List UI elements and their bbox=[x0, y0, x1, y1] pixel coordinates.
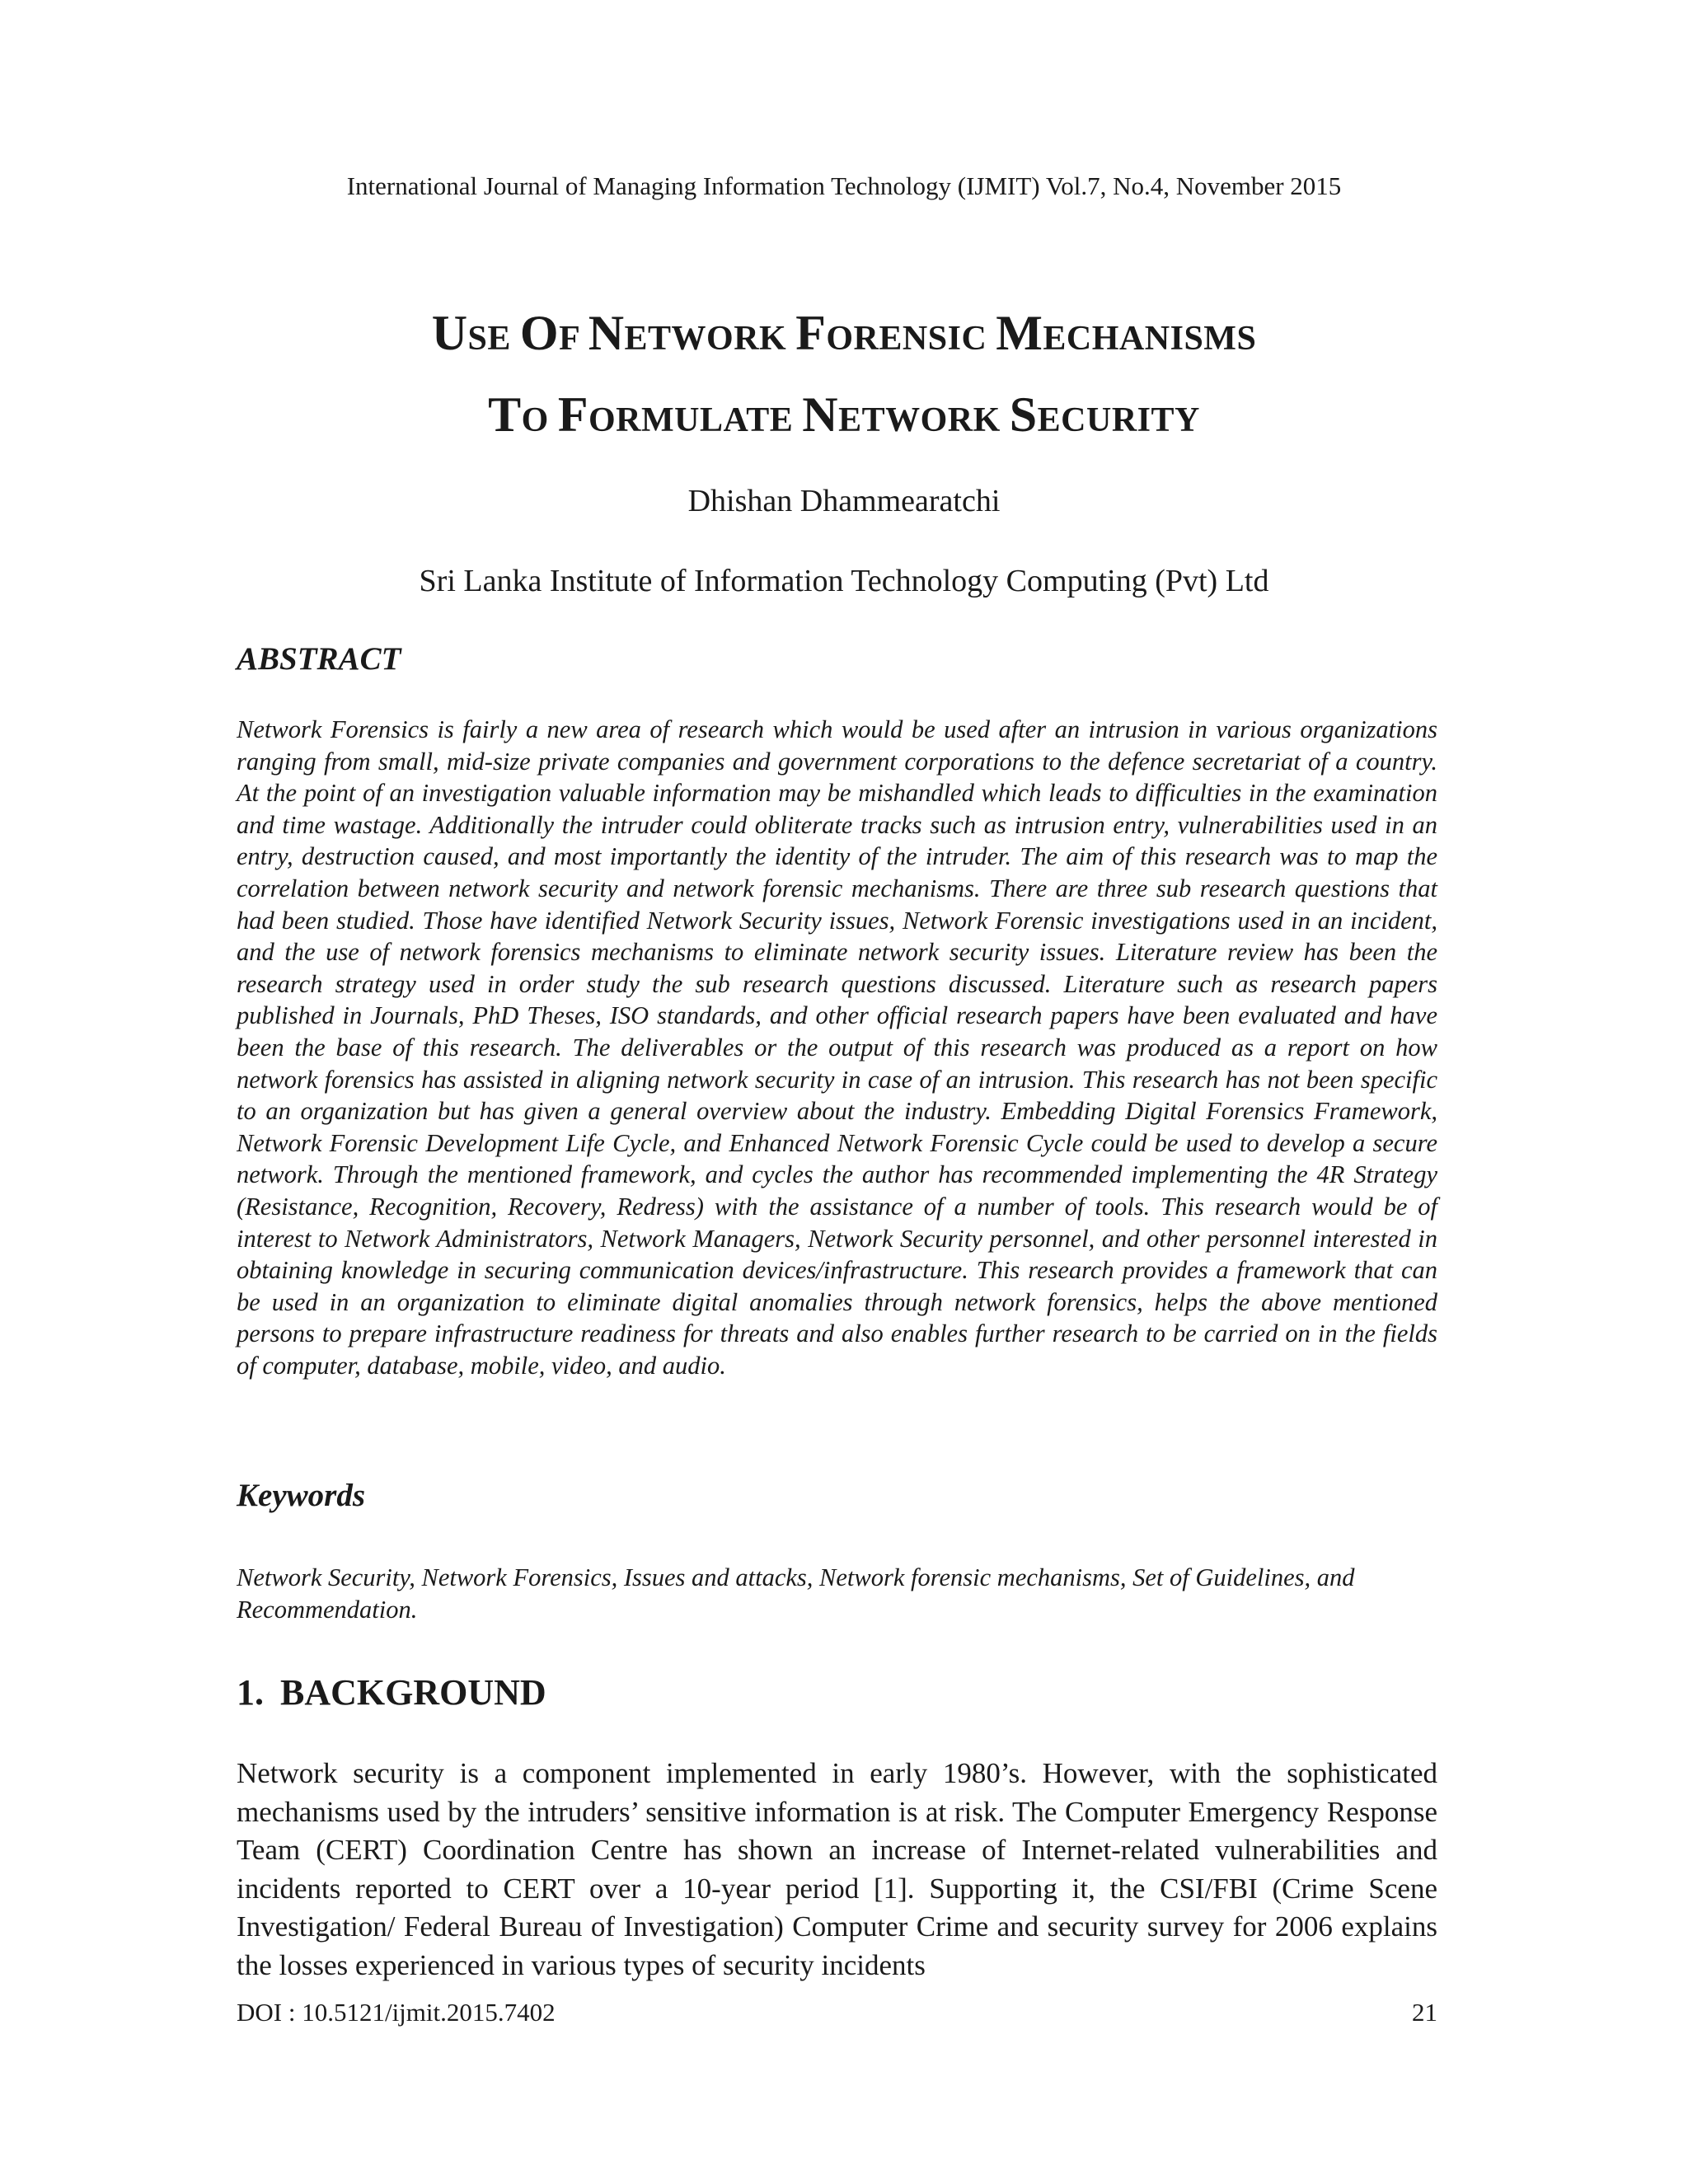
title-word: FORENSIC bbox=[795, 306, 996, 360]
section-number: 1. bbox=[237, 1672, 264, 1713]
background-text: Network security is a component implemented in early 1980’s. However, with the sophisticated mechanisms used by the intruders’ sensitive information is at risk. The Computer Emergency Response Team (CERT) Coordination Centre has shown an increase of Internet-related vulnerabilities and incidents reported to CERT over a 10-year period [1]. Supporting it, the CSI/FBI (Crime Scene Investigation/ Federal Bureau of Investigation) Computer Crime and security survey for 2006 explains the losses experienced in various types of security incidents bbox=[237, 1757, 1437, 1981]
title-word: SECURITY bbox=[1009, 387, 1200, 442]
title-word: USE bbox=[431, 306, 520, 360]
page-number: 21 bbox=[1412, 1998, 1437, 2027]
abstract-text: Network Forensics is fairly a new area of research which would be used after an intrusion in various organizations ranging from small, mid-size private companies and government corporations to the defence secretariat of a country. At the point of an investigation valuable information may be mishandled which leads to difficulties in the examination and time wastage. Additionally the intruder could obliterate tracks such as intrusion entry, vulnerabilities used in an entry, destruction caused, and most importantly the identity of the intruder. The aim of this research was to map the correlation between network security and network forensic mechanisms. There are three sub research questions that had been studied. Those have identified Network Security issues, Network Forensic investigations used in an incident, and the use of network forensics mechanisms to eliminate network security issues. Literature review has been the research strategy used in order study the sub research questions discussed. Literature such as research papers published in Journals, PhD Theses, ISO standards, and other official research papers have been evaluated and have been the base of this research. The deliverables or the output of this research was produced as a report on how network forensics has assisted in aligning network security in case of an intrusion. This research has not been specific to an organization but has given a general overview about the industry. Embedding Digital Forensics Framework, Network Forensic Development Life Cycle, and Enhanced Network Forensic Cycle could be used to develop a secure network. Through the mentioned framework, and cycles the author has recommended implementing the 4R Strategy (Resistance, Recognition, Recovery, Redress) with the assistance of a number of tools. This research would be of interest to Network Administrators, Network Managers, Network Security personnel, and other personnel interested in obtaining knowledge in securing communication devices/infrastructure. This research provides a framework that can be used in an organization to eliminate digital anomalies through network forensics, helps the above mentioned persons to prepare infrastructure readiness for threats and also enables further research to be carried on in the fields of computer, database, mobile, video, and audio. bbox=[237, 715, 1437, 1380]
title-word: NETWORK bbox=[588, 306, 796, 360]
section-heading-background bbox=[237, 1671, 1437, 1715]
abstract-heading: ABSTRACT bbox=[237, 641, 401, 677]
title-word: TO bbox=[488, 387, 558, 442]
paper-title bbox=[0, 295, 1688, 458]
author-affiliation: Sri Lanka Institute of Information Technology Computing (Pvt) Ltd bbox=[419, 564, 1269, 598]
title-line-1 bbox=[0, 295, 1688, 377]
section-title: BACKGROUND bbox=[280, 1672, 546, 1713]
title-word: MECHANISMS bbox=[996, 306, 1257, 360]
keywords-heading: Keywords bbox=[237, 1478, 365, 1513]
title-word: FORMULATE bbox=[557, 387, 803, 442]
title-line-2 bbox=[0, 377, 1688, 458]
title-word: OF bbox=[519, 306, 588, 360]
title-word: NETWORK bbox=[802, 387, 1010, 442]
keywords-text: Network Security, Network Forensics, Issues and attacks, Network forensic mechanisms, Set of Guidelines, and Recommendation. bbox=[237, 1563, 1355, 1624]
footer-doi: DOI : 10.5121/ijmit.2015.7402 bbox=[237, 1998, 556, 2027]
running-header: International Journal of Managing Information Technology (IJMIT) Vol.7, No.4, November 2015 bbox=[346, 171, 1342, 200]
author-name: Dhishan Dhammearatchi bbox=[687, 484, 1001, 518]
